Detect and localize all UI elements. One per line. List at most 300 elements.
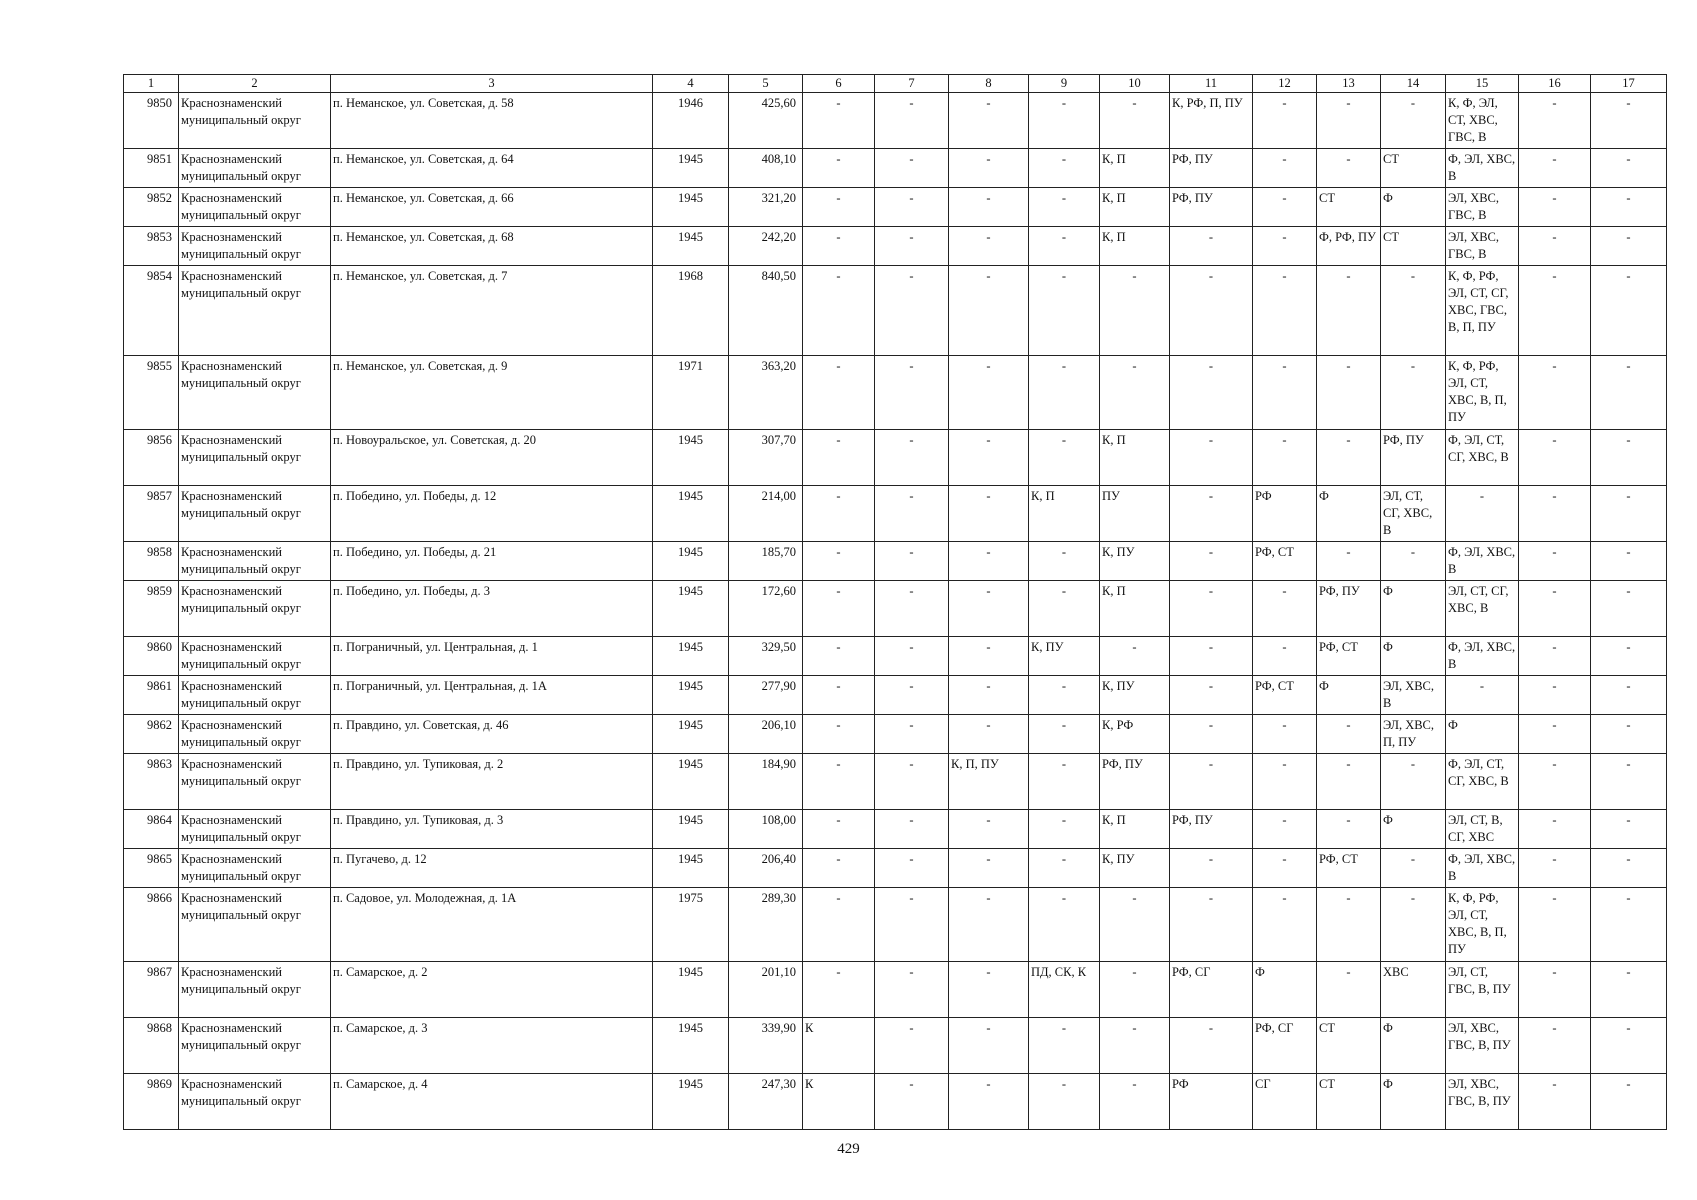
table-cell-col-5: 201,10 — [729, 962, 803, 1018]
table-cell-col-17: - — [1591, 266, 1667, 356]
table-cell-col-16: - — [1519, 542, 1591, 581]
table-cell-col-1: 9868 — [124, 1018, 179, 1074]
table-cell-col-5: 321,20 — [729, 188, 803, 227]
table-body — [124, 93, 1667, 1130]
table-cell-col-16: - — [1519, 266, 1591, 356]
table-cell-col-8: - — [949, 93, 1029, 149]
table-cell-col-17: - — [1591, 888, 1667, 962]
table-cell-col-2: Краснознаменский муниципальный округ — [179, 430, 331, 486]
table-cell-col-11: РФ, ПУ — [1170, 149, 1253, 188]
table-cell-col-16: - — [1519, 581, 1591, 637]
table-cell-col-17: - — [1591, 715, 1667, 754]
table-cell-col-14: Ф — [1381, 188, 1446, 227]
table-cell-col-6: - — [803, 715, 875, 754]
table-cell-col-13: Ф — [1317, 676, 1381, 715]
column-header-13: 13 — [1317, 75, 1381, 93]
table-cell-col-12: СГ — [1253, 1074, 1317, 1130]
table-cell-col-12: - — [1253, 356, 1317, 430]
table-cell-col-14: СТ — [1381, 149, 1446, 188]
table-cell-col-2: Краснознаменский муниципальный округ — [179, 227, 331, 266]
table-cell-col-14: - — [1381, 266, 1446, 356]
table-row — [124, 962, 1667, 1018]
table-cell-col-14: Ф — [1381, 581, 1446, 637]
table-cell-col-8: - — [949, 542, 1029, 581]
table-cell-col-4: 1968 — [653, 266, 729, 356]
table-cell-col-16: - — [1519, 1074, 1591, 1130]
table-cell-col-2: Краснознаменский муниципальный округ — [179, 581, 331, 637]
table-cell-col-1: 9859 — [124, 581, 179, 637]
column-header-9: 9 — [1029, 75, 1100, 93]
table-cell-col-16: - — [1519, 888, 1591, 962]
table-cell-col-2: Краснознаменский муниципальный округ — [179, 676, 331, 715]
table-cell-col-10: - — [1100, 962, 1170, 1018]
table-cell-col-14: Ф — [1381, 637, 1446, 676]
column-header-6: 6 — [803, 75, 875, 93]
table-row — [124, 149, 1667, 188]
table-cell-col-15: Ф — [1446, 715, 1519, 754]
table-cell-col-2: Краснознаменский муниципальный округ — [179, 149, 331, 188]
table-cell-col-3: п. Самарское, д. 3 — [331, 1018, 653, 1074]
table-cell-col-14: - — [1381, 888, 1446, 962]
table-row — [124, 266, 1667, 356]
table-row — [124, 637, 1667, 676]
table-row — [124, 849, 1667, 888]
table-cell-col-2: Краснознаменский муниципальный округ — [179, 1074, 331, 1130]
table-cell-col-4: 1945 — [653, 1018, 729, 1074]
table-cell-col-9: - — [1029, 810, 1100, 849]
table-cell-col-10: К, П — [1100, 581, 1170, 637]
table-cell-col-15: Ф, ЭЛ, ХВС, В — [1446, 637, 1519, 676]
table-cell-col-3: п. Неманское, ул. Советская, д. 7 — [331, 266, 653, 356]
table-cell-col-17: - — [1591, 1074, 1667, 1130]
table-cell-col-17: - — [1591, 188, 1667, 227]
table-cell-col-12: РФ, СТ — [1253, 542, 1317, 581]
table-cell-col-7: - — [875, 227, 949, 266]
table-cell-col-6: - — [803, 227, 875, 266]
table-cell-col-1: 9866 — [124, 888, 179, 962]
table-cell-col-14: - — [1381, 542, 1446, 581]
table-cell-col-5: 242,20 — [729, 227, 803, 266]
table-cell-col-7: - — [875, 715, 949, 754]
table-cell-col-8: - — [949, 1018, 1029, 1074]
column-header-11: 11 — [1170, 75, 1253, 93]
table-cell-col-16: - — [1519, 188, 1591, 227]
table-cell-col-17: - — [1591, 810, 1667, 849]
table-cell-col-14: Ф — [1381, 1074, 1446, 1130]
table-cell-col-7: - — [875, 676, 949, 715]
table-cell-col-1: 9850 — [124, 93, 179, 149]
table-cell-col-12: - — [1253, 754, 1317, 810]
table-cell-col-4: 1945 — [653, 149, 729, 188]
table-row — [124, 356, 1667, 430]
table-cell-col-7: - — [875, 486, 949, 542]
table-cell-col-3: п. Неманское, ул. Советская, д. 9 — [331, 356, 653, 430]
table-cell-col-13: - — [1317, 93, 1381, 149]
table-cell-col-7: - — [875, 356, 949, 430]
table-cell-col-11: - — [1170, 266, 1253, 356]
table-cell-col-14: - — [1381, 754, 1446, 810]
column-header-1: 1 — [124, 75, 179, 93]
table-cell-col-9: - — [1029, 849, 1100, 888]
table-cell-col-10: РФ, ПУ — [1100, 754, 1170, 810]
table-cell-col-11: - — [1170, 676, 1253, 715]
table-cell-col-10: - — [1100, 93, 1170, 149]
table-cell-col-4: 1945 — [653, 542, 729, 581]
table-cell-col-16: - — [1519, 149, 1591, 188]
table-cell-col-4: 1945 — [653, 486, 729, 542]
table-row — [124, 542, 1667, 581]
table-cell-col-15: ЭЛ, ХВС, ГВС, В, ПУ — [1446, 1074, 1519, 1130]
table-cell-col-3: п. Победино, ул. Победы, д. 21 — [331, 542, 653, 581]
table-cell-col-9: ПД, СК, К — [1029, 962, 1100, 1018]
table-cell-col-17: - — [1591, 356, 1667, 430]
table-cell-col-12: - — [1253, 715, 1317, 754]
table-cell-col-7: - — [875, 637, 949, 676]
table-cell-col-13: Ф, РФ, ПУ — [1317, 227, 1381, 266]
table-cell-col-8: - — [949, 849, 1029, 888]
table-cell-col-12: - — [1253, 849, 1317, 888]
table-cell-col-14: ХВС — [1381, 962, 1446, 1018]
table-cell-col-16: - — [1519, 227, 1591, 266]
table-cell-col-4: 1971 — [653, 356, 729, 430]
table-cell-col-5: 289,30 — [729, 888, 803, 962]
table-cell-col-14: ЭЛ, ХВС, П, ПУ — [1381, 715, 1446, 754]
table-cell-col-10: К, ПУ — [1100, 676, 1170, 715]
table-cell-col-10: К, П — [1100, 810, 1170, 849]
table-cell-col-6: - — [803, 810, 875, 849]
table-cell-col-2: Краснознаменский муниципальный округ — [179, 266, 331, 356]
table-cell-col-6: - — [803, 486, 875, 542]
table-cell-col-15: ЭЛ, СТ, СГ, ХВС, В — [1446, 581, 1519, 637]
table-cell-col-14: Ф — [1381, 1018, 1446, 1074]
table-cell-col-9: - — [1029, 93, 1100, 149]
table-cell-col-12: - — [1253, 581, 1317, 637]
table-cell-col-6: - — [803, 581, 875, 637]
table-row — [124, 715, 1667, 754]
table-cell-col-6: К — [803, 1074, 875, 1130]
table-cell-col-6: К — [803, 1018, 875, 1074]
table-cell-col-4: 1945 — [653, 430, 729, 486]
table-cell-col-12: - — [1253, 637, 1317, 676]
table-cell-col-11: - — [1170, 430, 1253, 486]
table-cell-col-10: - — [1100, 266, 1170, 356]
table-cell-col-16: - — [1519, 810, 1591, 849]
table-cell-col-7: - — [875, 266, 949, 356]
table-cell-col-15: К, Ф, РФ, ЭЛ, СТ, ХВС, В, П, ПУ — [1446, 356, 1519, 430]
registry-table — [123, 74, 1667, 1130]
table-cell-col-9: - — [1029, 888, 1100, 962]
table-cell-col-5: 247,30 — [729, 1074, 803, 1130]
table-cell-col-16: - — [1519, 430, 1591, 486]
column-header-12: 12 — [1253, 75, 1317, 93]
table-cell-col-3: п. Неманское, ул. Советская, д. 68 — [331, 227, 653, 266]
table-cell-col-9: К, ПУ — [1029, 637, 1100, 676]
table-cell-col-13: СТ — [1317, 1074, 1381, 1130]
table-cell-col-2: Краснознаменский муниципальный округ — [179, 486, 331, 542]
table-cell-col-4: 1945 — [653, 754, 729, 810]
table-cell-col-1: 9854 — [124, 266, 179, 356]
table-cell-col-10: К, ПУ — [1100, 849, 1170, 888]
table-cell-col-4: 1945 — [653, 188, 729, 227]
table-cell-col-9: - — [1029, 430, 1100, 486]
table-cell-col-10: К, П — [1100, 149, 1170, 188]
table-cell-col-6: - — [803, 356, 875, 430]
table-cell-col-15: К, Ф, РФ, ЭЛ, СТ, СГ, ХВС, ГВС, В, П, ПУ — [1446, 266, 1519, 356]
table-cell-col-2: Краснознаменский муниципальный округ — [179, 356, 331, 430]
table-cell-col-12: - — [1253, 810, 1317, 849]
table-cell-col-13: - — [1317, 715, 1381, 754]
table-row — [124, 1074, 1667, 1130]
table-cell-col-13: РФ, СТ — [1317, 637, 1381, 676]
table-cell-col-9: - — [1029, 356, 1100, 430]
table-cell-col-2: Краснознаменский муниципальный округ — [179, 637, 331, 676]
page-number: 429 — [837, 1141, 860, 1157]
table-cell-col-5: 425,60 — [729, 93, 803, 149]
table-cell-col-6: - — [803, 962, 875, 1018]
table-cell-col-15: ЭЛ, СТ, В, СГ, ХВС — [1446, 810, 1519, 849]
table-cell-col-4: 1975 — [653, 888, 729, 962]
table-cell-col-9: - — [1029, 1074, 1100, 1130]
table-cell-col-13: Ф — [1317, 486, 1381, 542]
table-cell-col-11: - — [1170, 581, 1253, 637]
table-cell-col-4: 1945 — [653, 715, 729, 754]
table-cell-col-11: - — [1170, 486, 1253, 542]
table-cell-col-6: - — [803, 888, 875, 962]
table-cell-col-16: - — [1519, 849, 1591, 888]
table-cell-col-5: 408,10 — [729, 149, 803, 188]
table-cell-col-3: п. Неманское, ул. Советская, д. 66 — [331, 188, 653, 227]
table-row — [124, 810, 1667, 849]
table-cell-col-4: 1945 — [653, 581, 729, 637]
table-cell-col-17: - — [1591, 754, 1667, 810]
table-cell-col-6: - — [803, 188, 875, 227]
table-cell-col-3: п. Садовое, ул. Молодежная, д. 1А — [331, 888, 653, 962]
table-cell-col-5: 840,50 — [729, 266, 803, 356]
table-cell-col-5: 339,90 — [729, 1018, 803, 1074]
table-cell-col-17: - — [1591, 581, 1667, 637]
table-cell-col-2: Краснознаменский муниципальный округ — [179, 188, 331, 227]
table-cell-col-3: п. Победино, ул. Победы, д. 3 — [331, 581, 653, 637]
table-cell-col-16: - — [1519, 676, 1591, 715]
table-cell-col-5: 277,90 — [729, 676, 803, 715]
table-cell-col-14: - — [1381, 93, 1446, 149]
table-cell-col-8: - — [949, 715, 1029, 754]
table-cell-col-1: 9857 — [124, 486, 179, 542]
table-cell-col-10: К, П — [1100, 188, 1170, 227]
table-cell-col-12: - — [1253, 93, 1317, 149]
table-cell-col-1: 9860 — [124, 637, 179, 676]
table-cell-col-1: 9861 — [124, 676, 179, 715]
table-cell-col-4: 1945 — [653, 227, 729, 266]
column-header-5: 5 — [729, 75, 803, 93]
table-cell-col-8: - — [949, 356, 1029, 430]
table-cell-col-8: - — [949, 637, 1029, 676]
table-cell-col-10: ПУ — [1100, 486, 1170, 542]
table-cell-col-8: - — [949, 149, 1029, 188]
table-cell-col-7: - — [875, 1074, 949, 1130]
table-cell-col-13: - — [1317, 149, 1381, 188]
table-cell-col-7: - — [875, 188, 949, 227]
table-cell-col-5: 206,40 — [729, 849, 803, 888]
table-cell-col-10: - — [1100, 1018, 1170, 1074]
column-header-3: 3 — [331, 75, 653, 93]
table-cell-col-10: К, П — [1100, 227, 1170, 266]
table-cell-col-7: - — [875, 962, 949, 1018]
table-cell-col-12: - — [1253, 888, 1317, 962]
table-cell-col-8: - — [949, 486, 1029, 542]
table-cell-col-3: п. Новоуральское, ул. Советская, д. 20 — [331, 430, 653, 486]
table-cell-col-11: - — [1170, 888, 1253, 962]
table-cell-col-13: СТ — [1317, 188, 1381, 227]
table-cell-col-2: Краснознаменский муниципальный округ — [179, 93, 331, 149]
table-cell-col-14: - — [1381, 849, 1446, 888]
table-cell-col-10: - — [1100, 888, 1170, 962]
table-cell-col-7: - — [875, 849, 949, 888]
table-row — [124, 754, 1667, 810]
table-cell-col-14: СТ — [1381, 227, 1446, 266]
table-cell-col-12: - — [1253, 430, 1317, 486]
table-cell-col-15: ЭЛ, ХВС, ГВС, В — [1446, 188, 1519, 227]
table-cell-col-6: - — [803, 430, 875, 486]
table-cell-col-13: - — [1317, 542, 1381, 581]
table-cell-col-16: - — [1519, 637, 1591, 676]
table-cell-col-12: РФ — [1253, 486, 1317, 542]
table-cell-col-11: РФ, ПУ — [1170, 188, 1253, 227]
table-cell-col-9: - — [1029, 188, 1100, 227]
table-cell-col-13: - — [1317, 810, 1381, 849]
table-cell-col-12: РФ, СГ — [1253, 1018, 1317, 1074]
table-cell-col-1: 9856 — [124, 430, 179, 486]
table-cell-col-5: 363,20 — [729, 356, 803, 430]
table-cell-col-1: 9851 — [124, 149, 179, 188]
table-cell-col-6: - — [803, 849, 875, 888]
table-cell-col-17: - — [1591, 637, 1667, 676]
table-cell-col-2: Краснознаменский муниципальный округ — [179, 849, 331, 888]
table-cell-col-8: - — [949, 962, 1029, 1018]
table-cell-col-16: - — [1519, 1018, 1591, 1074]
table-cell-col-11: - — [1170, 637, 1253, 676]
column-header-8: 8 — [949, 75, 1029, 93]
table-cell-col-14: РФ, ПУ — [1381, 430, 1446, 486]
table-cell-col-12: - — [1253, 188, 1317, 227]
table-cell-col-2: Краснознаменский муниципальный округ — [179, 542, 331, 581]
table-cell-col-16: - — [1519, 93, 1591, 149]
table-cell-col-9: - — [1029, 266, 1100, 356]
table-cell-col-17: - — [1591, 149, 1667, 188]
table-cell-col-1: 9855 — [124, 356, 179, 430]
table-cell-col-6: - — [803, 542, 875, 581]
table-cell-col-7: - — [875, 149, 949, 188]
table-cell-col-16: - — [1519, 356, 1591, 430]
table-row — [124, 581, 1667, 637]
table-cell-col-14: ЭЛ, СТ, СГ, ХВС, В — [1381, 486, 1446, 542]
table-cell-col-6: - — [803, 637, 875, 676]
column-header-15: 15 — [1446, 75, 1519, 93]
table-cell-col-4: 1945 — [653, 1074, 729, 1130]
column-header-4: 4 — [653, 75, 729, 93]
table-cell-col-1: 9853 — [124, 227, 179, 266]
table-cell-col-7: - — [875, 581, 949, 637]
table-cell-col-3: п. Пугачево, д. 12 — [331, 849, 653, 888]
table-cell-col-7: - — [875, 888, 949, 962]
table-cell-col-7: - — [875, 542, 949, 581]
table-cell-col-4: 1945 — [653, 849, 729, 888]
table-cell-col-5: 185,70 — [729, 542, 803, 581]
table-cell-col-14: Ф — [1381, 810, 1446, 849]
table-cell-col-10: К, П — [1100, 430, 1170, 486]
table-cell-col-11: К, РФ, П, ПУ — [1170, 93, 1253, 149]
table-cell-col-11: - — [1170, 227, 1253, 266]
table-cell-col-3: п. Неманское, ул. Советская, д. 58 — [331, 93, 653, 149]
table-cell-col-15: Ф, ЭЛ, ХВС, В — [1446, 149, 1519, 188]
table-cell-col-1: 9858 — [124, 542, 179, 581]
table-cell-col-1: 9865 — [124, 849, 179, 888]
table-cell-col-17: - — [1591, 486, 1667, 542]
table-cell-col-6: - — [803, 149, 875, 188]
table-cell-col-4: 1945 — [653, 810, 729, 849]
column-header-14: 14 — [1381, 75, 1446, 93]
table-cell-col-13: СТ — [1317, 1018, 1381, 1074]
table-cell-col-13: РФ, ПУ — [1317, 581, 1381, 637]
table-cell-col-15: К, Ф, РФ, ЭЛ, СТ, ХВС, В, П, ПУ — [1446, 888, 1519, 962]
registry-table-container — [123, 74, 1666, 1130]
table-cell-col-2: Краснознаменский муниципальный округ — [179, 810, 331, 849]
table-cell-col-7: - — [875, 810, 949, 849]
table-cell-col-13: - — [1317, 430, 1381, 486]
table-cell-col-3: п. Правдино, ул. Советская, д. 46 — [331, 715, 653, 754]
table-cell-col-2: Краснознаменский муниципальный округ — [179, 715, 331, 754]
table-cell-col-6: - — [803, 676, 875, 715]
table-cell-col-16: - — [1519, 962, 1591, 1018]
table-cell-col-4: 1945 — [653, 676, 729, 715]
table-cell-col-11: РФ — [1170, 1074, 1253, 1130]
table-cell-col-15: К, Ф, ЭЛ, СТ, ХВС, ГВС, В — [1446, 93, 1519, 149]
table-cell-col-1: 9867 — [124, 962, 179, 1018]
table-cell-col-17: - — [1591, 676, 1667, 715]
table-cell-col-13: РФ, СТ — [1317, 849, 1381, 888]
table-cell-col-1: 9869 — [124, 1074, 179, 1130]
table-cell-col-11: - — [1170, 542, 1253, 581]
table-cell-col-15: ЭЛ, ХВС, ГВС, В, ПУ — [1446, 1018, 1519, 1074]
table-cell-col-10: К, ПУ — [1100, 542, 1170, 581]
column-header-16: 16 — [1519, 75, 1591, 93]
table-row — [124, 188, 1667, 227]
table-cell-col-15: Ф, ЭЛ, ХВС, В — [1446, 542, 1519, 581]
table-cell-col-15: Ф, ЭЛ, ХВС, В — [1446, 849, 1519, 888]
table-row — [124, 430, 1667, 486]
table-cell-col-16: - — [1519, 715, 1591, 754]
table-cell-col-11: - — [1170, 754, 1253, 810]
table-row — [124, 676, 1667, 715]
table-cell-col-8: - — [949, 1074, 1029, 1130]
table-cell-col-17: - — [1591, 430, 1667, 486]
table-cell-col-8: - — [949, 227, 1029, 266]
table-cell-col-12: - — [1253, 266, 1317, 356]
table-cell-col-12: Ф — [1253, 962, 1317, 1018]
table-cell-col-9: - — [1029, 715, 1100, 754]
table-cell-col-5: 184,90 — [729, 754, 803, 810]
table-cell-col-3: п. Правдино, ул. Тупиковая, д. 2 — [331, 754, 653, 810]
table-cell-col-3: п. Правдино, ул. Тупиковая, д. 3 — [331, 810, 653, 849]
table-row — [124, 486, 1667, 542]
table-cell-col-12: РФ, СТ — [1253, 676, 1317, 715]
table-cell-col-4: 1945 — [653, 962, 729, 1018]
table-cell-col-12: - — [1253, 227, 1317, 266]
table-cell-col-15: - — [1446, 486, 1519, 542]
table-cell-col-6: - — [803, 754, 875, 810]
table-cell-col-10: К, РФ — [1100, 715, 1170, 754]
table-cell-col-3: п. Победино, ул. Победы, д. 12 — [331, 486, 653, 542]
